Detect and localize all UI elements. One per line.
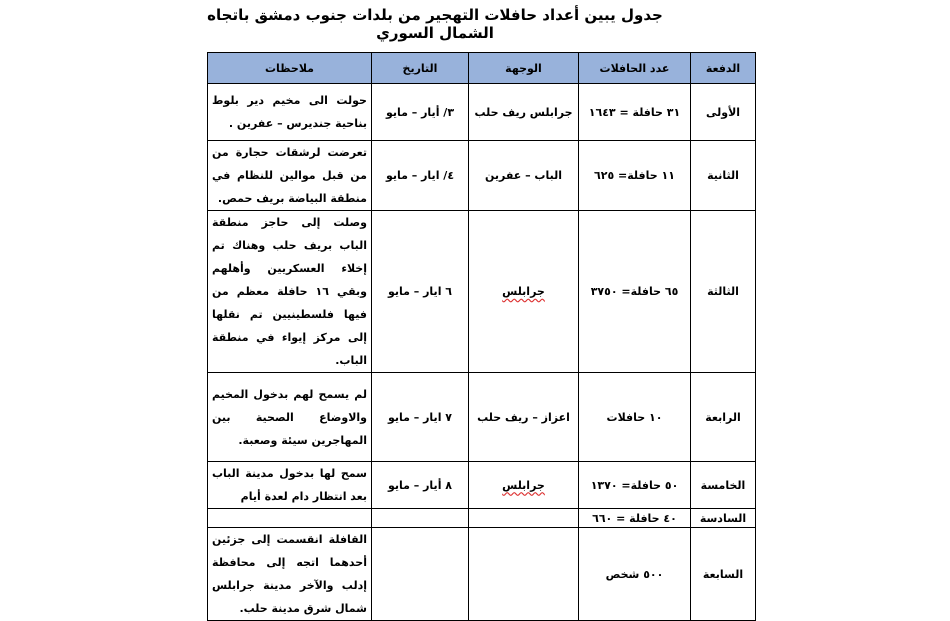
cell-notes: سمح لها بدخول مدينة الباب بعد انتظار دام لعدة أيام: [208, 462, 372, 509]
header-buses: عدد الحافلات: [579, 53, 691, 84]
cell-destination: اعزاز – ريف حلب: [469, 373, 579, 462]
cell-batch: الثانية: [691, 141, 756, 211]
table-row: [208, 528, 756, 621]
cell-buses: ٥٠٠ شخص: [579, 528, 691, 621]
cell-buses: ٦٥ حافلة= ٣٧٥٠: [579, 211, 691, 373]
cell-batch: السابعة: [691, 528, 756, 621]
header-notes: ملاحظات: [208, 53, 372, 84]
header-batch: الدفعة: [691, 53, 756, 84]
cell-date: ٤/ ايار – مايو: [372, 141, 469, 211]
cell-date: ٨ أيار – مايو: [372, 462, 469, 509]
cell-batch: الرابعة: [691, 373, 756, 462]
cell-batch: الخامسة: [691, 462, 756, 509]
cell-destination: [469, 462, 579, 509]
table-row: [208, 509, 756, 528]
cell-destination: جرابلس ريف حلب: [469, 84, 579, 141]
header-destination: الوجهة: [469, 53, 579, 84]
cell-notes: لم يسمح لهم بدخول المخيم والاوضاع الصحية بين المهاجرين سيئة وصعبة.: [208, 373, 372, 462]
cell-batch: الثالثة: [691, 211, 756, 373]
header-date: التاريخ: [372, 53, 469, 84]
cell-destination: [469, 211, 579, 373]
cell-date: [372, 528, 469, 621]
cell-date: ٣/ أيار – مايو: [372, 84, 469, 141]
cell-notes: [208, 509, 372, 528]
cell-batch: السادسة: [691, 509, 756, 528]
cell-notes: وصلت إلى حاجز منطقة الباب بريف حلب وهناك تم إخلاء العسكريين وأهلهم وبقي ١٦ حافلة معظم من فيها فلسطينيين تم نقلها إلى مركز إيواء في منطقة الباب.: [208, 211, 372, 373]
destination-text: جرابلس: [502, 478, 545, 492]
cell-date: [372, 509, 469, 528]
table-header-row: [208, 53, 756, 84]
cell-destination: [469, 509, 579, 528]
table-row: [208, 462, 756, 509]
cell-date: ٧ ايار – مايو: [372, 373, 469, 462]
cell-buses: ١١ حافلة= ٦٢٥: [579, 141, 691, 211]
cell-notes: القافلة انقسمت إلى جزئين أحدهما اتجه إلى محافظة إدلب والآخر مدينة جرابلس شمال شرق مدينة حلب.: [208, 528, 372, 621]
cell-notes: تعرضت لرشقات حجارة من من قبل موالين للنظام في منطقة البياضة بريف حمص.: [208, 141, 372, 211]
cell-destination: الباب – عفرين: [469, 141, 579, 211]
destination-text: جرابلس: [502, 285, 545, 298]
cell-notes: حولت الى مخيم دير بلوط بناحية جنديرس – عفرين .: [208, 84, 372, 141]
cell-batch: الأولى: [691, 84, 756, 141]
cell-buses: ٥٠ حافلة= ١٣٧٠: [579, 462, 691, 509]
table-row: [208, 373, 756, 462]
cell-buses: ٤٠ حافلة = ٦٦٠: [579, 509, 691, 528]
table-row: [208, 141, 756, 211]
table-row: [208, 211, 756, 373]
cell-destination: [469, 528, 579, 621]
table-row: [208, 84, 756, 141]
cell-date: ٦ ايار – مايو: [372, 211, 469, 373]
cell-buses: ١٠ حافلات: [579, 373, 691, 462]
buses-table: [207, 52, 756, 621]
cell-buses: ٣١ حافلة = ١٦٤٣: [579, 84, 691, 141]
document-title: جدول يبين أعداد حافلات التهجير من بلدات جنوب دمشق باتجاه الشمال السوري: [207, 6, 663, 42]
